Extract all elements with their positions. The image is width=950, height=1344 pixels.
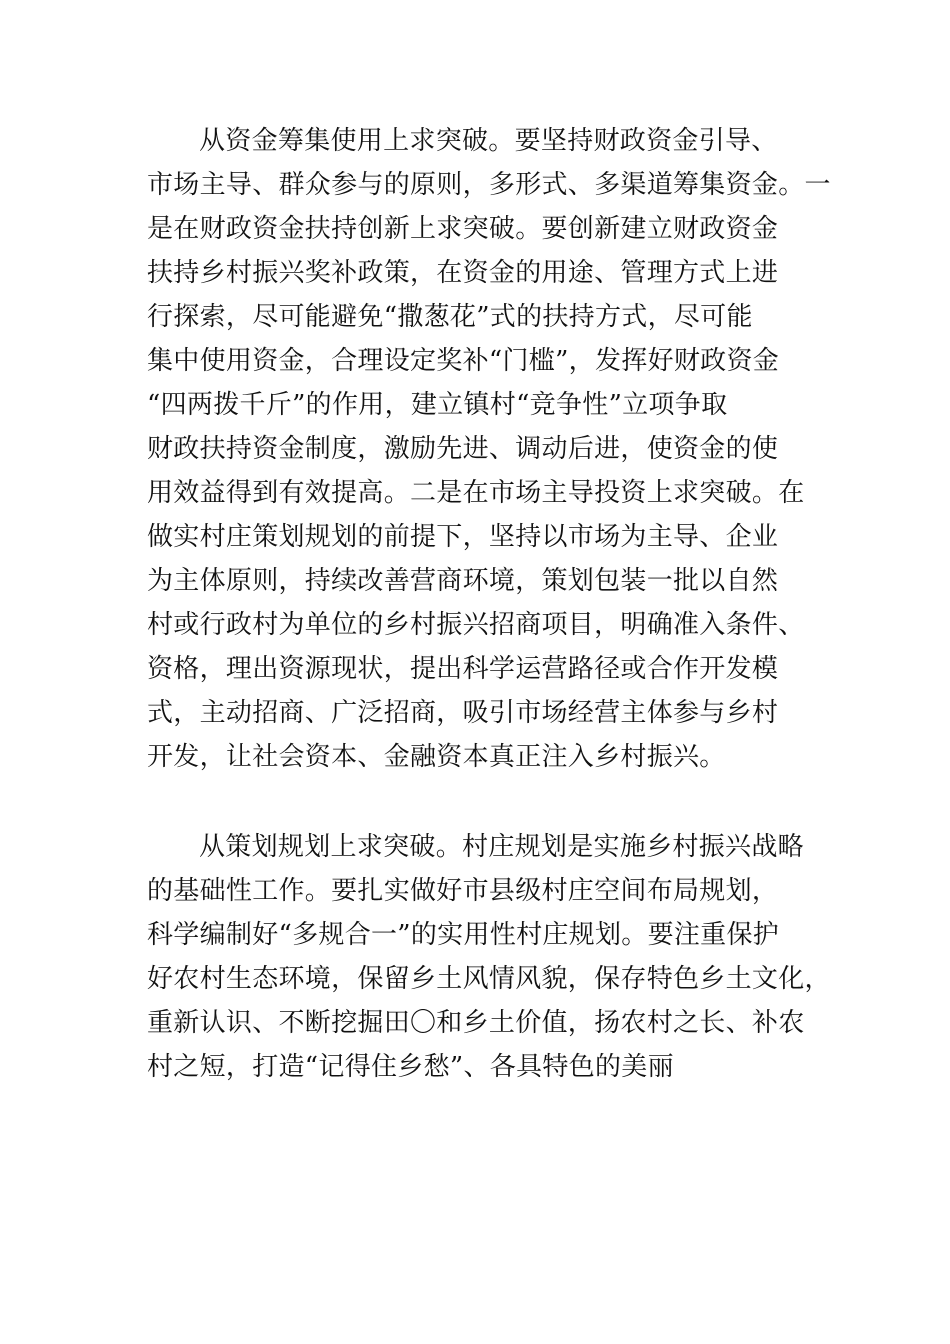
paragraph-1-line: 为主体原则，持续改善营商环境，策划包装一批以自然 xyxy=(147,566,779,596)
paragraph-2-line: 村之短，打造“记得住乡愁”、各具特色的美丽 xyxy=(147,1052,674,1082)
paragraph-1-line: 村或行政村为单位的乡村振兴招商项目，明确准入条件、 xyxy=(147,610,805,640)
paragraph-2-line: 的基础性工作。要扎实做好市县级村庄空间布局规划， xyxy=(147,876,779,906)
paragraph-1-first-line-text: 要坚持财政资金引导、 xyxy=(514,126,778,156)
paragraph-2-line: 科学编制好“多规合一”的实用性村庄规划。要注重保护 xyxy=(147,920,780,950)
paragraph-1-heading: 从资金筹集使用上求突破。 xyxy=(199,126,515,156)
paragraph-1-line: 是在财政资金扶持创新上求突破。要创新建立财政资金 xyxy=(147,214,779,244)
paragraph-2-first-line-text: 村庄规划是实施乡村振兴战略 xyxy=(462,832,804,862)
paragraph-1-line: “四两拨千斤”的作用，建立镇村“竞争性”立项争取 xyxy=(147,390,728,420)
paragraph-1-line: 市场主导、群众参与的原则，多形式、多渠道筹集资金。一 xyxy=(147,170,831,200)
paragraph-2-heading: 从策划规划上求突破。 xyxy=(199,832,463,862)
paragraph-1-line: 集中使用资金，合理设定奖补“门槛”，发挥好财政资金 xyxy=(147,346,780,376)
paragraph-1-line: 行探索，尽可能避免“撒葱花”式的扶持方式，尽可能 xyxy=(147,302,753,332)
paragraph-1-line: 扶持乡村振兴奖补政策，在资金的用途、管理方式上进 xyxy=(147,258,779,288)
paragraph-2-first-line xyxy=(199,825,804,869)
paragraph-1-line: 用效益得到有效提高。二是在市场主导投资上求突破。在 xyxy=(147,478,805,508)
paragraph-1-line: 式，主动招商、广泛招商，吸引市场经营主体参与乡村 xyxy=(147,698,779,728)
paragraph-1-line: 财政扶持资金制度，激励先进、调动后进，使资金的使 xyxy=(147,434,779,464)
paragraph-2-line: 好农村生态环境，保留乡土风情风貌，保存特色乡土文化， xyxy=(147,964,831,994)
paragraph-1-line: 开发，让社会资本、金融资本真正注入乡村振兴。 xyxy=(147,742,726,772)
paragraph-2-line: 重新认识、不断挖掘田〇和乡土价值，扬农村之长、补农 xyxy=(147,1008,805,1038)
paragraph-1-line: 资格，理出资源现状，提出科学运营路径或合作开发模 xyxy=(147,654,779,684)
paragraph-1-line: 做实村庄策划规划的前提下，坚持以市场为主导、企业 xyxy=(147,522,779,552)
paragraph-1-first-line xyxy=(199,119,778,163)
